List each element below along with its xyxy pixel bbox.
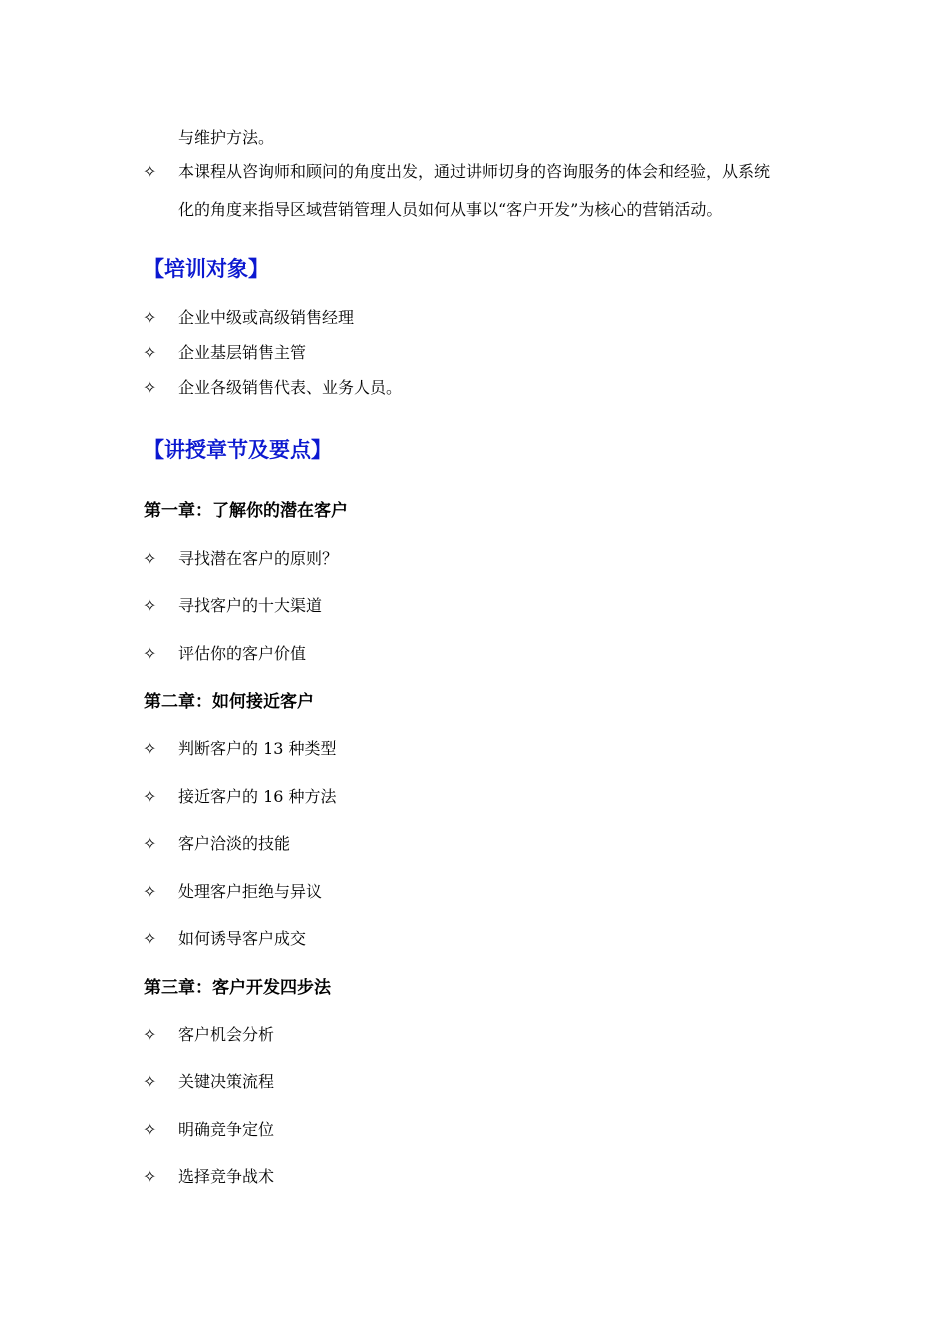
bullet-icon: ✧: [143, 882, 157, 901]
list-item-text: 客户机会分析: [178, 1025, 275, 1044]
list-item-text: 企业基层销售主管: [178, 343, 307, 362]
list-item: [143, 1166, 274, 1188]
bullet-icon: ✧: [143, 549, 157, 568]
bullet-icon: ✧: [143, 308, 157, 327]
bullet-icon: ✧: [143, 343, 157, 362]
list-item: [143, 928, 306, 950]
bullet-icon: ✧: [143, 596, 157, 615]
list-item: [143, 1071, 274, 1093]
bullet-icon: ✧: [143, 378, 157, 397]
intro-continuation-line: 与维护方法。: [178, 128, 275, 147]
bullet-icon: ✧: [143, 162, 157, 181]
intro-bullet-continuation: 化的角度来指导区域营销管理人员如何从事以“客户开发”为核心的营销活动。: [178, 200, 723, 219]
list-item-text: 明确竞争定位: [178, 1120, 275, 1139]
list-item: [143, 595, 322, 617]
section-heading-audience: 【培训对象】: [143, 257, 269, 281]
chapter-title: 第二章：如何接近客户: [144, 692, 314, 712]
bullet-icon: ✧: [143, 644, 157, 663]
bullet-icon: ✧: [143, 929, 157, 948]
list-item: [143, 307, 354, 329]
list-item-text: 寻找潜在客户的原则？: [178, 549, 339, 568]
bullet-icon: ✧: [143, 739, 157, 758]
intro-bullet: [143, 161, 770, 183]
list-item-text: 企业各级销售代表、业务人员。: [178, 378, 403, 397]
list-item: [143, 342, 306, 364]
list-item: [143, 786, 337, 808]
bullet-icon: ✧: [143, 1120, 157, 1139]
bullet-icon: ✧: [143, 1072, 157, 1091]
list-item-text: 接近客户的 16 种方法: [178, 787, 337, 806]
list-item: [143, 738, 337, 760]
list-item-text: 企业中级或高级销售经理: [178, 308, 355, 327]
intro-bullet-text: 本课程从咨询师和顾问的角度出发，通过讲师切身的咨询服务的体会和经验，从系统: [178, 162, 771, 181]
list-item: [143, 548, 338, 570]
section-heading-outline: 【讲授章节及要点】: [143, 438, 332, 462]
bullet-icon: ✧: [143, 1167, 157, 1186]
bullet-icon: ✧: [143, 1025, 157, 1044]
list-item-text: 如何诱导客户成交: [178, 929, 307, 948]
list-item-text: 评估你的客户价值: [178, 644, 307, 663]
list-item-text: 选择竞争战术: [178, 1167, 275, 1186]
list-item-text: 处理客户拒绝与异议: [178, 882, 323, 901]
list-item: [143, 643, 306, 665]
list-item: [143, 1119, 274, 1141]
list-item-text: 关键决策流程: [178, 1072, 275, 1091]
chapter-title: 第三章：客户开发四步法: [144, 978, 331, 998]
list-item-text: 寻找客户的十大渠道: [178, 596, 323, 615]
list-item: [143, 377, 402, 399]
bullet-icon: ✧: [143, 834, 157, 853]
bullet-icon: ✧: [143, 787, 157, 806]
chapter-title: 第一章：了解你的潜在客户: [144, 501, 348, 521]
list-item-text: 判断客户的 13 种类型: [178, 739, 337, 758]
list-item: [143, 1024, 274, 1046]
list-item-text: 客户洽淡的技能: [178, 834, 291, 853]
list-item: [143, 833, 290, 855]
list-item: [143, 881, 322, 903]
